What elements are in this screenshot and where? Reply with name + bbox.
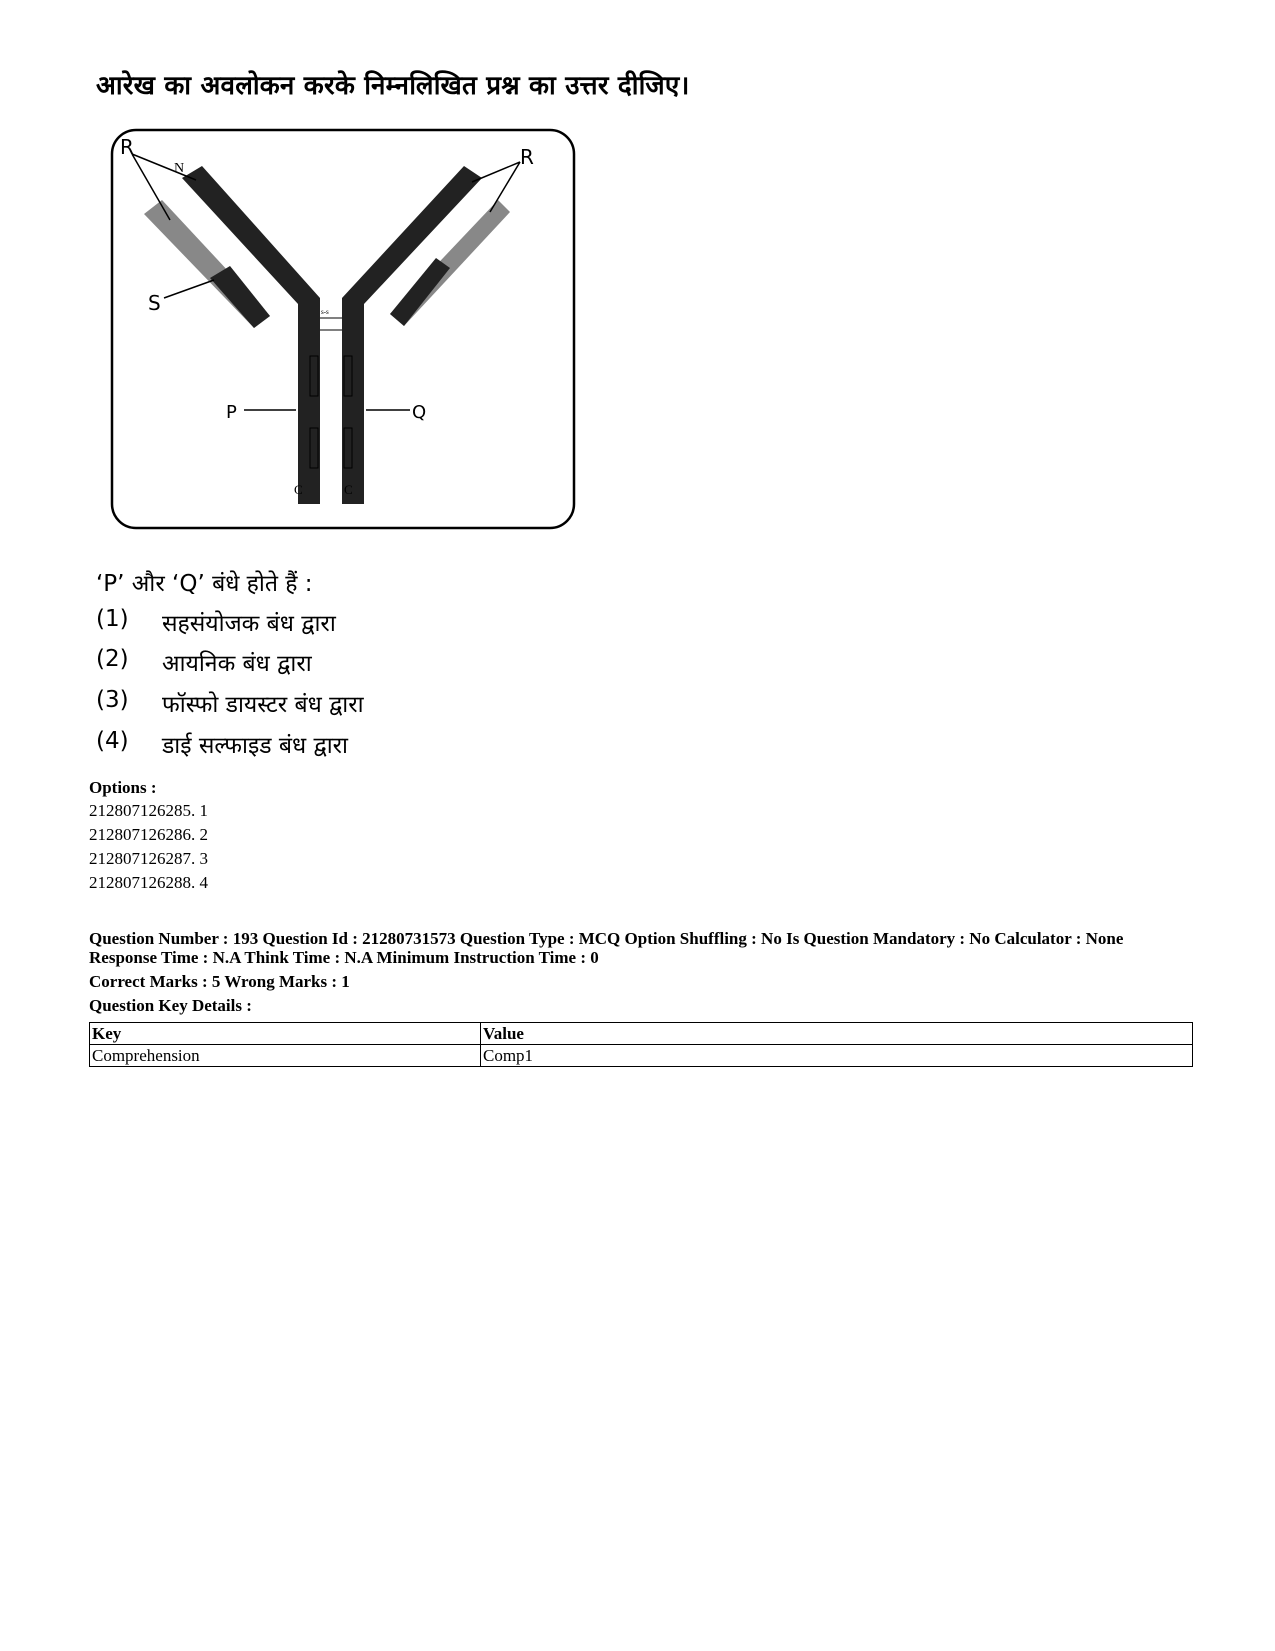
- label-c-left: C: [294, 482, 303, 497]
- label-c-right: C: [344, 482, 353, 497]
- choice-text: डाई सल्फाइड बंध द्वारा: [162, 733, 349, 759]
- choice-number: (2): [96, 646, 129, 672]
- label-r-right: R: [520, 145, 534, 169]
- option-id-3: 212807126287. 3: [89, 849, 208, 868]
- label-p: P: [226, 402, 237, 423]
- choice-number: (3): [96, 687, 129, 713]
- choice-3: [96, 687, 364, 719]
- table-row: [90, 1045, 1193, 1067]
- table-cell-value: Comp1: [481, 1045, 1193, 1067]
- antibody-diagram: [110, 128, 580, 532]
- choice-text: आयनिक बंध द्वारा: [162, 651, 312, 677]
- key-details-label: Question Key Details :: [89, 996, 252, 1015]
- choice-text: फॉस्फो डायस्टर बंध द्वारा: [162, 692, 364, 718]
- question-heading: आरेख का अवलोकन करके निम्नलिखित प्रश्न का उत्तर दीजिए।: [96, 71, 690, 101]
- label-n: N: [174, 161, 185, 176]
- table-cell-key: Comprehension: [90, 1045, 481, 1067]
- option-id-2: 212807126286. 2: [89, 825, 208, 844]
- question-meta-line2: Response Time : N.A Think Time : N.A Minimum Instruction Time : 0: [89, 948, 599, 967]
- choice-2: [96, 646, 312, 678]
- option-id-4: 212807126288. 4: [89, 873, 208, 892]
- question-meta-line1: Question Number : 193 Question Id : 21280731573 Question Type : MCQ Option Shuffling : No Is Question Mandatory : No Calculator : None: [89, 929, 1124, 948]
- choice-text: सहसंयोजक बंध द्वारा: [162, 611, 336, 637]
- choice-number: (1): [96, 606, 129, 632]
- table-header-key: Key: [90, 1023, 481, 1045]
- table-header-row: [90, 1023, 1193, 1045]
- label-q: Q: [412, 402, 427, 423]
- label-ss: s-s: [321, 308, 329, 316]
- marks-line: Correct Marks : 5 Wrong Marks : 1: [89, 972, 350, 991]
- choice-1: [96, 606, 336, 638]
- options-label: Options :: [89, 778, 157, 797]
- choice-number: (4): [96, 728, 129, 754]
- label-r-left: R: [120, 135, 134, 159]
- table-header-value: Value: [481, 1023, 1193, 1045]
- option-id-1: 212807126285. 1: [89, 801, 208, 820]
- key-details-table: [89, 1022, 1193, 1067]
- question-stem: ‘P’ और ‘Q’ बंधे होते हैं :: [96, 571, 313, 597]
- label-s: S: [148, 291, 161, 315]
- choice-4: [96, 728, 348, 760]
